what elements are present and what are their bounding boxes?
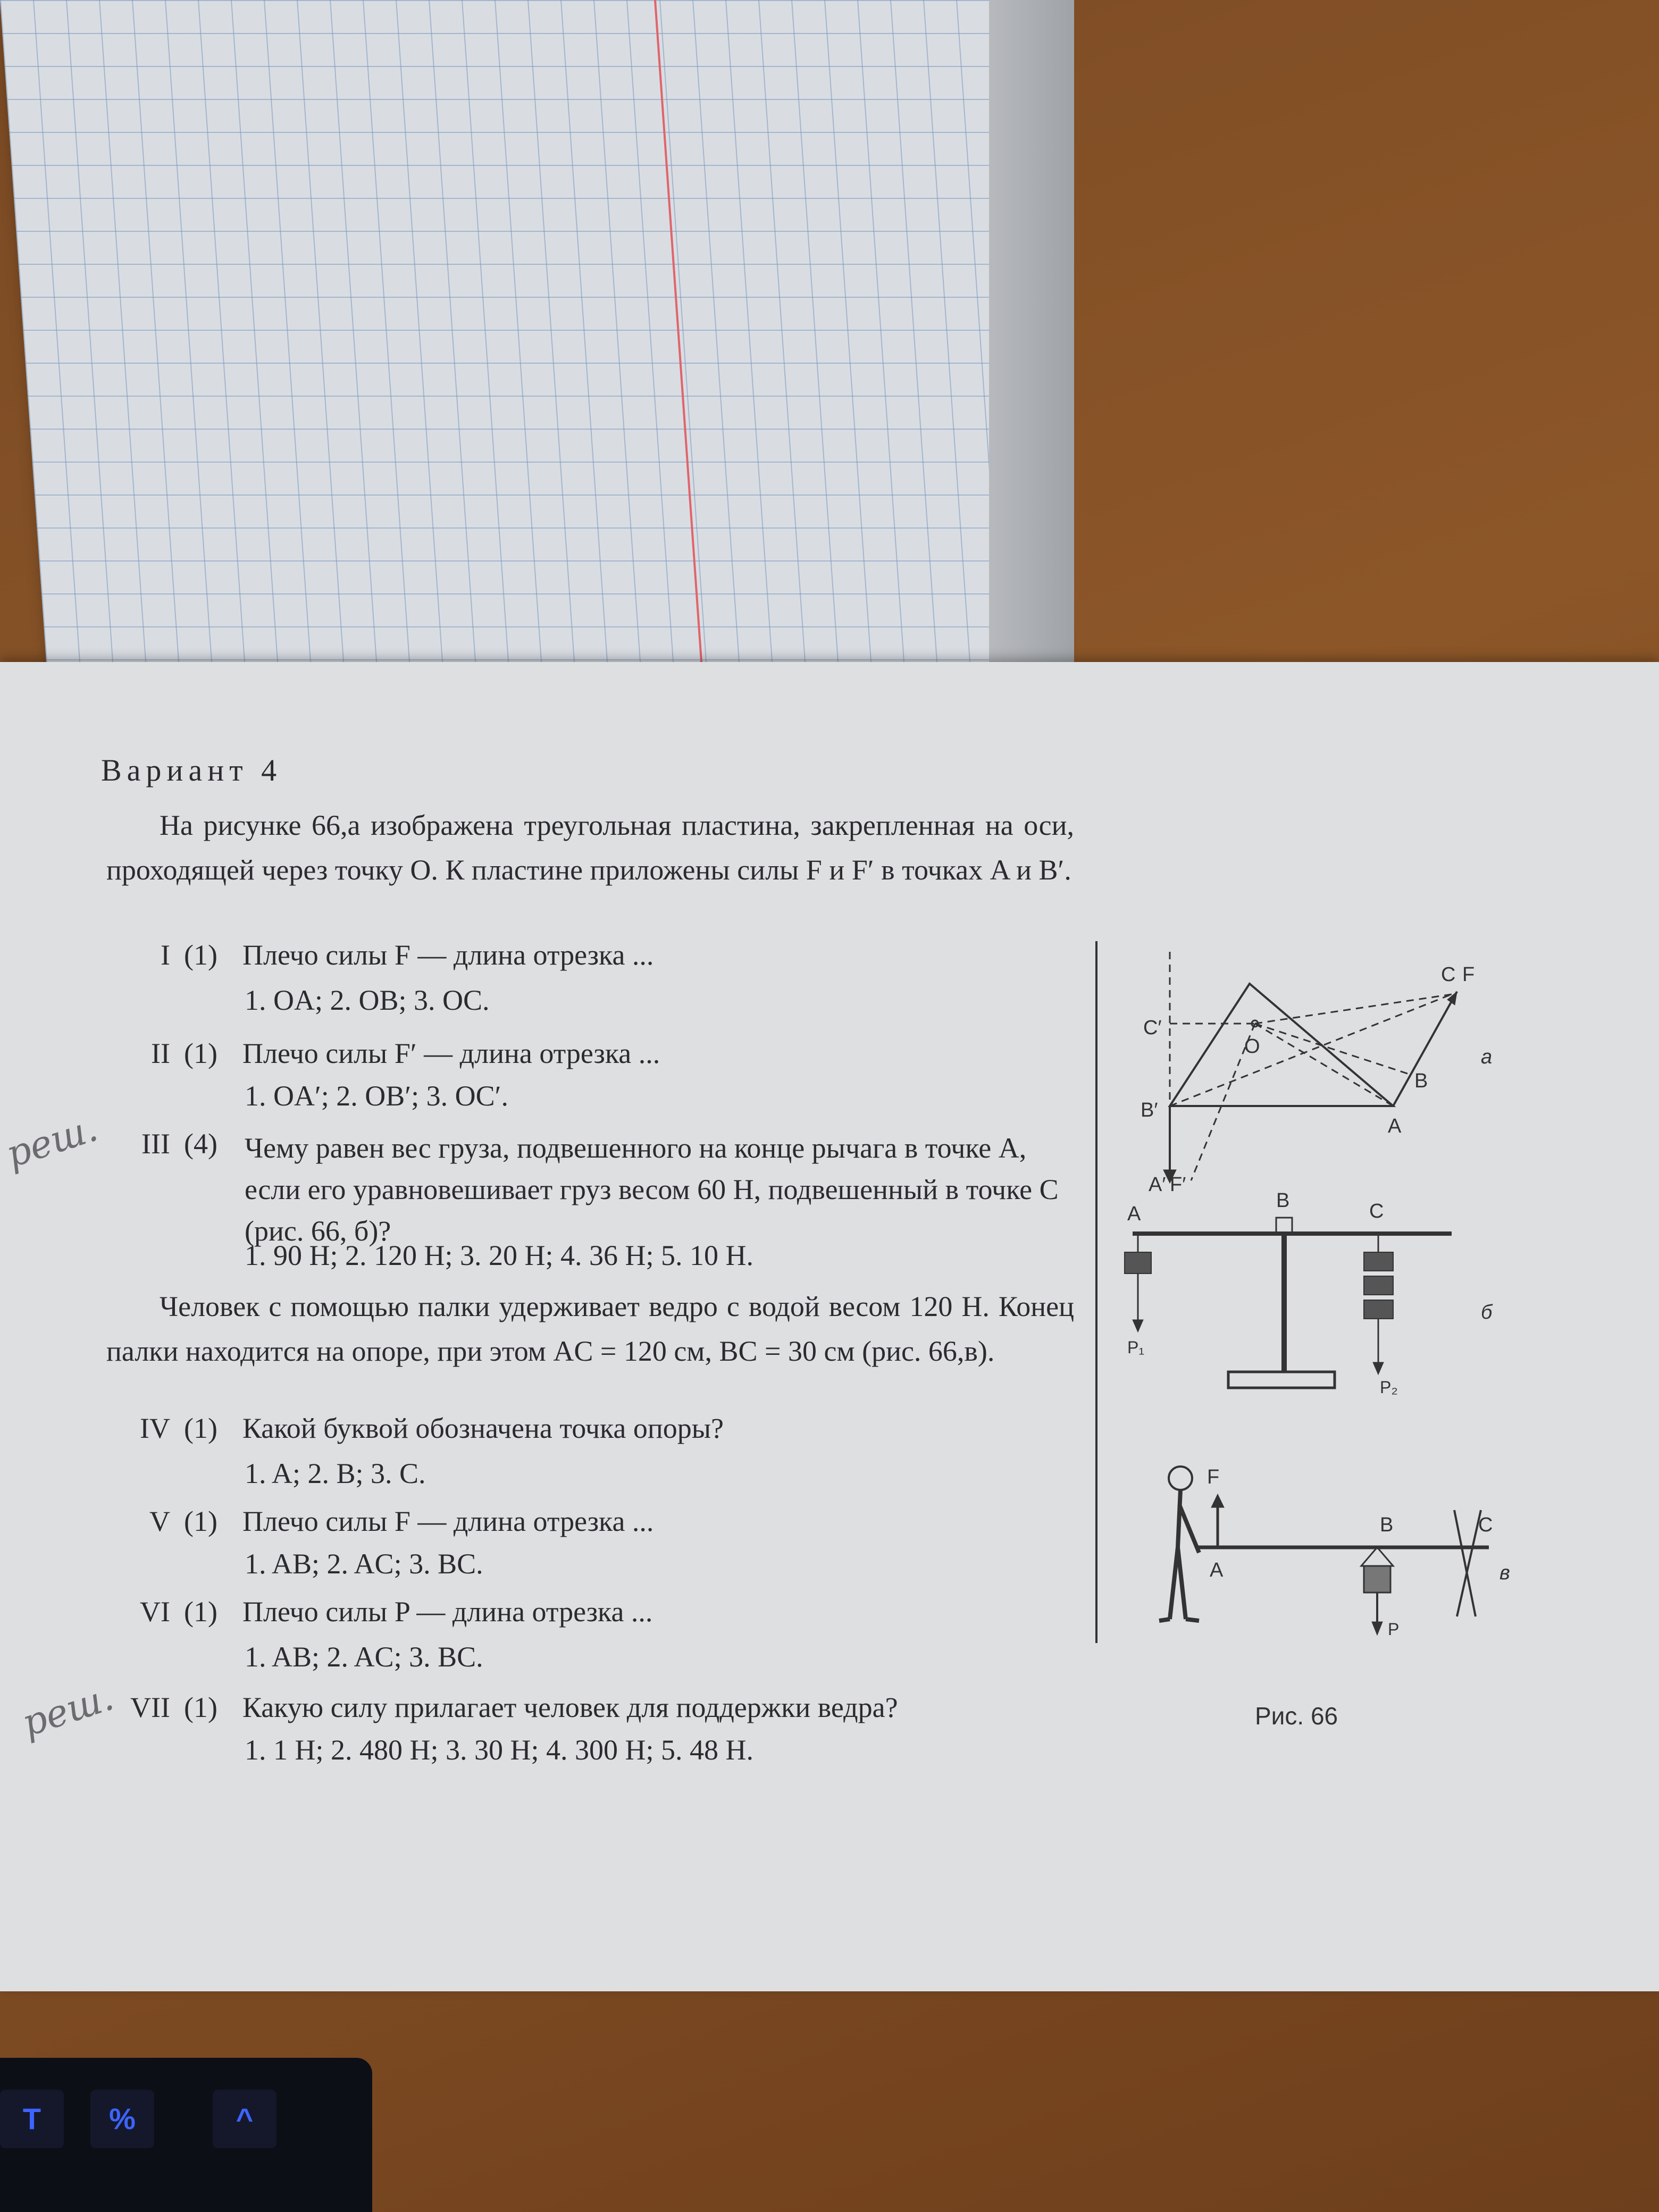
question-text: Плечо силы F — длина отрезка ... [242, 1505, 654, 1537]
figure-label: B [1380, 1514, 1394, 1536]
handwritten-note: реш. [16, 1674, 119, 1746]
question-3-answers: 1. 90 Н; 2. 120 Н; 3. 20 Н; 4. 36 Н; 5. 10 Н. [245, 1239, 753, 1271]
notebook-grid-page [0, 0, 1059, 691]
figure-letter: б [1481, 1301, 1493, 1323]
intro-paragraph: На рисунке 66,а изображена треугольная пластина, закрепленная на оси, проходящей через точку O. К пластине приложены силы F и F′ в точках A и B′. [106, 809, 1074, 886]
figure-a [1141, 952, 1492, 1196]
figure-label: P [1388, 1620, 1400, 1639]
variant-heading: Вариант 4 [101, 753, 282, 787]
figure-66-svg [1106, 941, 1563, 1643]
notebook-cover-edge [989, 0, 1074, 686]
figure-letter: в [1499, 1562, 1510, 1584]
question-5 [106, 1505, 653, 1538]
question-number: III [141, 1128, 170, 1160]
keyboard-key: % [90, 2090, 154, 2148]
question-1 [106, 939, 653, 971]
bucket-problem-text: Человек с помощью палки удерживает ведро с водой весом 120 Н. Конец палки находится на опоре, при этом AC = 120 см, BC = 30 см (рис. 66,в). [106, 1291, 1074, 1367]
question-5-answers: 1. AB; 2. AC; 3. BC. [245, 1548, 483, 1580]
keyboard-key: T [0, 2090, 64, 2148]
question-number: IV [140, 1412, 170, 1444]
question-2 [106, 1037, 660, 1070]
figure-label: F′ [1170, 1174, 1186, 1196]
question-text: Плечо силы F — длина отрезка ... [242, 939, 654, 971]
figure-label: F [1462, 963, 1475, 986]
keyboard-corner [0, 2058, 372, 2212]
question-7 [106, 1691, 898, 1724]
question-number: I [161, 939, 170, 971]
figure-label: A [1388, 1115, 1402, 1137]
column-divider [1095, 941, 1097, 1643]
question-points: (1) [184, 1037, 217, 1069]
figure-label: C [1441, 963, 1456, 986]
figure-label: A [1127, 1203, 1141, 1225]
question-points: (1) [184, 1691, 217, 1723]
figure-letter: а [1481, 1046, 1493, 1068]
question-text: Плечо силы F′ — длина отрезка ... [242, 1037, 660, 1069]
figure-label: P₁ [1127, 1338, 1145, 1357]
question-text: Какую силу прилагает человек для поддержки ведра? [242, 1691, 898, 1723]
question-text: Какой буквой обозначена точка опоры? [242, 1412, 724, 1444]
question-7-answers: 1. 1 Н; 2. 480 Н; 3. 30 Н; 4. 300 Н; 5. 48 Н. [245, 1734, 753, 1766]
figure-label: A [1210, 1559, 1224, 1581]
figure-66 [1106, 941, 1563, 1646]
figure-label: A′ [1149, 1174, 1166, 1196]
question-1-answers: 1. OA; 2. OB; 3. OC. [245, 984, 490, 1016]
question-points: (1) [184, 1596, 217, 1628]
question-6-answers: 1. AB; 2. AC; 3. BC. [245, 1641, 483, 1673]
handwritten-note: реш. [1, 1105, 103, 1177]
figure-label: F [1207, 1466, 1220, 1488]
question-number: VI [140, 1596, 170, 1628]
question-3 [106, 1127, 242, 1160]
question-2-answers: 1. OA′; 2. OB′; 3. OC′. [245, 1080, 508, 1112]
keyboard-key: ^ [213, 2090, 276, 2148]
figure-label: P₂ [1380, 1378, 1398, 1397]
question-points: (1) [184, 939, 217, 971]
question-points: (1) [184, 1505, 217, 1537]
figure-label: B [1276, 1189, 1290, 1212]
figure-c [1159, 1466, 1510, 1639]
figure-label: B [1414, 1070, 1428, 1092]
figure-caption: Рис. 66 [1255, 1702, 1338, 1730]
question-number: V [149, 1505, 170, 1537]
figure-label: C′ [1143, 1017, 1162, 1039]
question-number: VII [130, 1691, 170, 1723]
figure-label: C [1478, 1514, 1493, 1536]
question-4-answers: 1. A; 2. B; 3. C. [245, 1457, 426, 1489]
question-points: (1) [184, 1412, 217, 1444]
figure-label: B′ [1141, 1099, 1158, 1121]
question-points: (4) [184, 1128, 217, 1160]
question-3-text: Чему равен вес груза, подвешенного на конце рычага в точке A, если его уравновешивает груз весом 60 Н, подвешенный в точке C (рис. 66, б)? [245, 1132, 1059, 1247]
figure-label: O [1244, 1035, 1260, 1058]
question-text: Плечо силы P — длина отрезка ... [242, 1596, 653, 1628]
question-6 [106, 1595, 652, 1628]
figure-label: C [1369, 1200, 1384, 1222]
question-number: II [151, 1037, 170, 1069]
question-4 [106, 1412, 724, 1445]
figure-b [1125, 1189, 1493, 1397]
